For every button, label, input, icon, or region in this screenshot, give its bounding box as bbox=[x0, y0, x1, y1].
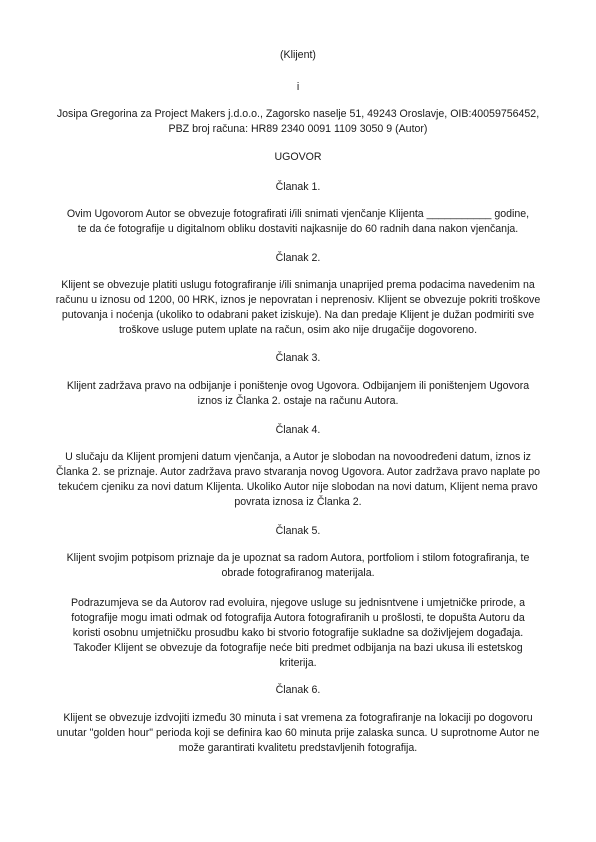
article-2-body: Klijent se obvezuje platiti uslugu fotografiranje i/ili snimanja unaprijed prema podacima navedenim na računu u iznosu od 1200, 00 HRK, iznos je nepovratan i neprenosiv. Klijent se obvezuje pokriti troškove putovanja i noćenja (ukoliko to odabrani paket iziskuje). Na dan predaje Klijent je dužan podmiriti sve troškove usluge putem uplate na račun, osim ako nije drugačije dogovoreno. bbox=[55, 279, 541, 337]
contract-title: UGOVOR bbox=[274, 151, 322, 163]
article-5-body: Klijent svojim potpisom priznaje da je upoznat sa radom Autora, portfoliom i stilom fotografiranja, te obrade fotografiranog materijala. bbox=[66, 552, 530, 580]
article-5-heading: Članak 5. bbox=[275, 525, 321, 537]
article-6-heading: Članak 6. bbox=[275, 684, 321, 696]
article-1-heading: Članak 1. bbox=[275, 181, 321, 193]
client-label: (Klijent) bbox=[280, 49, 316, 61]
author-identification bbox=[28, 107, 568, 137]
article-6-body: Klijent se obvezuje izdvojiti između 30 minuta i sat vremena za fotografiranje na lokaciji po dogovoru unutar "golden hour" perioda koji se definira kao 60 minuta prije zalaska sunca. U suprotnome Autor ne može garantirati kvalitetu predstavljenih fotografija. bbox=[56, 712, 540, 755]
article-4-heading: Članak 4. bbox=[275, 424, 321, 436]
author-line: Josipa Gregorina za Project Makers j.d.o.o., Zagorsko naselje 51, 49243 Oroslavje, OIB:40059756452, bbox=[56, 108, 540, 120]
article-3-heading: Članak 3. bbox=[275, 352, 321, 364]
and-word: i bbox=[296, 81, 300, 93]
article-1-body: Ovim Ugovorom Autor se obvezuje fotografirati i/ili snimati vjenčanje Klijenta ___________ godine, te da će fotografije u digitalnom obliku dostaviti najkasnije do 60 radnih dana nakon vjenčanja. bbox=[66, 208, 530, 236]
article-3-body: Klijent zadržava pravo na odbijanje i poništenje ovog Ugovora. Odbijanjem ili poništenjem Ugovora iznos iz Članka 2. ostaje na računu Autora. bbox=[66, 380, 530, 408]
article-4-body: U slučaju da Klijent promjeni datum vjenčanja, a Autor je slobodan na novoodređeni datum, iznos iz Članka 2. se priznaje. Autor zadržava pravo stvaranja novog Ugovora. Autor zadržava pravo naplate po tekućem cjeniku za novi datum Klijenta. Ukoliko Autor nije slobodan na novi datum, Klijent nema pravo povrata iznosa iz Članka 2. bbox=[55, 451, 541, 509]
article-2-heading: Članak 2. bbox=[275, 252, 321, 264]
author-line: PBZ broj računa: HR89 2340 0091 1109 3050 9 (Autor) bbox=[168, 123, 428, 136]
article-5-body-second-paragraph: Podrazumjeva se da Autorov rad evoluira, njegove usluge su jednisntvene i umjetničke prirode, a fotografije mogu imati odmak od fotografija Autora fotografiranih u prošlosti, te dopušta Autoru da koristi osobnu umjetničku prosudbu kako bi stvorio fotografije sukladne sa doživljejem događaja. Također Klijent se obvezuje da fotografije neće biti predmet odbijanja na bazi ukusa ili estetskog kriterija. bbox=[70, 597, 526, 670]
